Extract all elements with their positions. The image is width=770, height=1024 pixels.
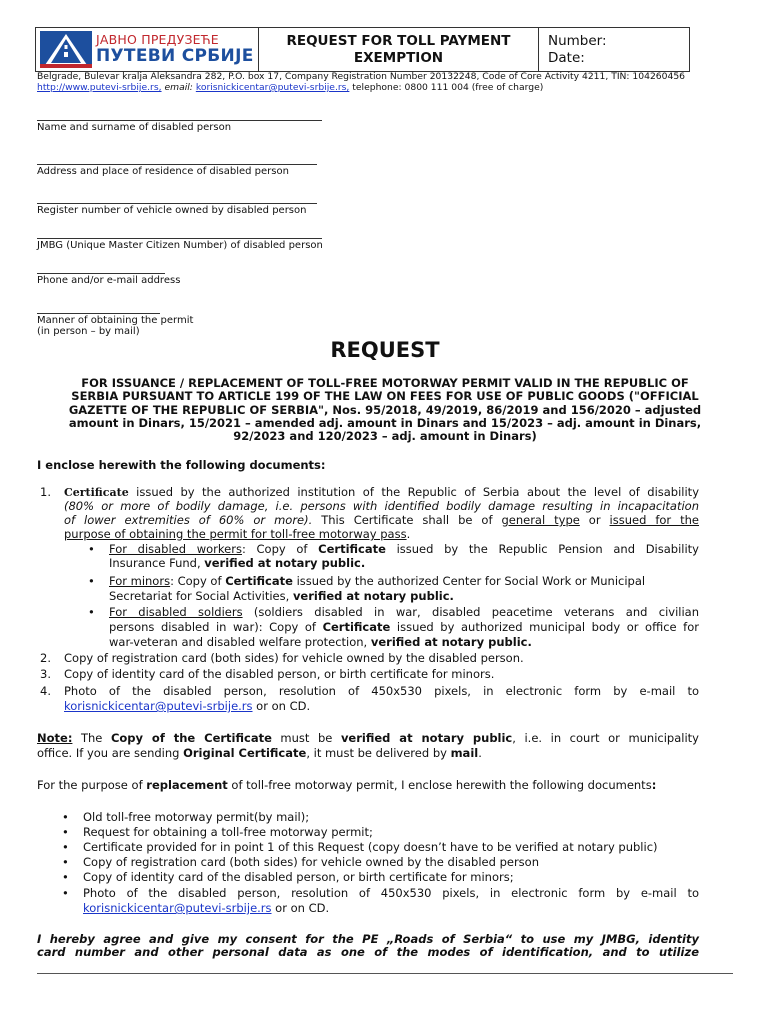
manner-field-line[interactable] bbox=[37, 313, 160, 314]
sub-item-text: war-veteran and disabled welfare protection, bbox=[109, 635, 371, 649]
bullet-icon: • bbox=[62, 810, 69, 824]
logo-text-line1: ЈАВНО ПРЕДУЗЕЋЕ bbox=[96, 32, 219, 47]
bullet-icon: • bbox=[62, 855, 69, 869]
note-text: office. If you are sending bbox=[37, 746, 184, 760]
note-bold: mail bbox=[450, 746, 479, 760]
sub-item-minors-line1 bbox=[109, 574, 645, 589]
replacement-item: Copy of registration card (both sides) for vehicle owned by the disabled person bbox=[83, 855, 540, 869]
replacement-intro bbox=[37, 778, 656, 793]
form-title-cell bbox=[259, 28, 539, 71]
item-1-italic: (80% or more of bodily damage, i.e. persons with identified bodily damage resulting in incapacitation bbox=[64, 499, 699, 513]
note-text: , it must be delivered by bbox=[306, 746, 451, 760]
sub-item-text: Insurance Fund, bbox=[109, 556, 205, 570]
item-number: 2. bbox=[40, 651, 51, 665]
sub-item-minors-line2 bbox=[109, 589, 454, 604]
replacement-item: Request for obtaining a toll-free motorway permit; bbox=[83, 825, 373, 839]
number-date-cell bbox=[540, 28, 689, 71]
subtitle-line: FOR ISSUANCE / REPLACEMENT OF TOLL-FREE MOTORWAY PERMIT VALID IN THE REPUBLIC OF bbox=[81, 376, 689, 390]
website-link[interactable]: http://www.putevi-srbije.rs, bbox=[37, 82, 162, 93]
company-address: Belgrade, Bulevar kralja Aleksandra 282, P.O. box 17, Company Registration Number 20132248, Code of Core Activity 4211, TIN: 104260456 bbox=[37, 71, 686, 82]
bullet-icon: • bbox=[62, 840, 69, 854]
sub-item-soldiers-line3 bbox=[109, 635, 532, 650]
item-number: 1. bbox=[40, 485, 51, 499]
item-number: 3. bbox=[40, 667, 51, 681]
note-line2 bbox=[37, 746, 482, 761]
note-text: The bbox=[72, 731, 111, 745]
item-1-text: This Certificate shall be of bbox=[312, 513, 502, 527]
replacement-item: Old toll-free motorway permit(by mail); bbox=[83, 810, 310, 824]
sub-item-text: : Copy of bbox=[241, 542, 319, 556]
item-1-text: . bbox=[406, 527, 411, 541]
sub-item-bold: verified at notary public. bbox=[370, 635, 532, 649]
subtitle-line: GAZETTE OF THE REPUBLIC OF SERBIA", Nos. 95/2018, 49/2019, 86/2019 and 156/2020 – adjusted bbox=[68, 402, 702, 417]
subtitle-line: amount in Dinars, 15/2021 – amended adj. amount in Dinars and 15/2023 – adj. amount in Dinars, bbox=[68, 415, 702, 430]
logo-cell bbox=[36, 28, 259, 71]
sub-item-text: issued by the authorized Center for Social Work or Municipal bbox=[292, 574, 646, 588]
manner-field-label: Manner of obtaining the permit bbox=[37, 315, 194, 326]
item-1-text: or bbox=[579, 513, 610, 527]
sub-item-heading: For disabled workers bbox=[109, 542, 242, 556]
note-label: Note: bbox=[37, 731, 73, 745]
phone-field-line[interactable] bbox=[37, 273, 165, 274]
header-table bbox=[35, 27, 690, 72]
request-subtitle bbox=[40, 377, 730, 443]
note-line1 bbox=[37, 731, 699, 746]
consent-line2: card number and other personal data as one of the modes of identification, and to utilize bbox=[37, 945, 699, 959]
subtitle-line: SERBIA PURSUANT TO ARTICLE 199 OF THE LAW ON FEES FOR USE OF PUBLIC GOODS ("OFFICIAL bbox=[71, 389, 699, 404]
form-title-line1: REQUEST FOR TOLL PAYMENT bbox=[286, 33, 511, 49]
note-text: must be bbox=[271, 731, 341, 745]
sub-item-text: (soldiers disabled in war, disabled peacetime veterans and civilian bbox=[242, 605, 699, 619]
item-1-line3 bbox=[64, 513, 699, 528]
item-1-underline: purpose of obtaining the permit for toll-free motorway pass bbox=[64, 527, 407, 541]
page-bottom-rule bbox=[37, 973, 733, 974]
note-bold: Copy of the Certificate bbox=[110, 731, 272, 745]
jmbg-field-label: JMBG (Unique Master Citizen Number) of disabled person bbox=[37, 240, 323, 251]
sub-item-text: issued by the Republic Pension and Disability bbox=[385, 542, 699, 556]
email-link[interactable]: korisnickicentar@putevi-srbije.rs, bbox=[195, 82, 350, 93]
address-field-label: Address and place of residence of disabled person bbox=[37, 166, 289, 177]
sub-item-bold: verified at notary public. bbox=[292, 589, 454, 603]
bullet-icon: • bbox=[62, 870, 69, 884]
manner-field-hint: (in person – by mail) bbox=[37, 326, 140, 337]
number-label: Number: bbox=[548, 33, 607, 49]
vehicle-field-line[interactable] bbox=[37, 203, 317, 204]
email-link[interactable]: korisnickicentar@putevi-srbije.rs bbox=[64, 699, 253, 713]
phone-field-label: Phone and/or e-mail address bbox=[37, 275, 181, 286]
note-text: , i.e. in court or municipality bbox=[512, 731, 699, 745]
name-field-label: Name and surname of disabled person bbox=[37, 122, 232, 133]
consent-line1: I hereby agree and give my consent for the PE „Roads of Serbia“ to use my JMBG, identity bbox=[37, 932, 699, 946]
roads-of-serbia-logo-icon bbox=[40, 31, 92, 68]
replacement-text: of toll-free motorway permit, I enclose herewith the following documents bbox=[227, 778, 652, 792]
replacement-item-photo-line2 bbox=[83, 901, 329, 916]
sub-item-bold: Certificate bbox=[225, 574, 293, 588]
sub-item-workers-line2 bbox=[109, 556, 365, 571]
sub-item-heading: For minors bbox=[109, 574, 171, 588]
sub-item-bold: verified at notary public. bbox=[204, 556, 366, 570]
sub-item-text: Secretariat for Social Activities, bbox=[109, 589, 293, 603]
email-link[interactable]: korisnickicentar@putevi-srbije.rs bbox=[83, 901, 272, 915]
bullet-icon: • bbox=[62, 825, 69, 839]
sub-item-soldiers-line1 bbox=[109, 605, 699, 620]
replacement-item: Certificate provided for in point 1 of this Request (copy doesn’t have to be verified at notary public) bbox=[83, 840, 658, 854]
item-1-text: issued by the authorized institution of the Republic of Serbia about the level of disability bbox=[128, 485, 699, 499]
vehicle-field-label: Register number of vehicle owned by disabled person bbox=[37, 205, 307, 216]
item-4-line2 bbox=[64, 699, 310, 714]
contact-line bbox=[37, 82, 543, 93]
item-1-line4 bbox=[64, 527, 410, 542]
note-bold: Original Certificate bbox=[183, 746, 307, 760]
sub-item-text: issued by authorized municipal body or office for bbox=[390, 620, 699, 634]
date-label: Date: bbox=[548, 50, 585, 66]
sub-item-text: : Copy of bbox=[170, 574, 226, 588]
email-label: email: bbox=[164, 82, 193, 93]
name-field-line[interactable] bbox=[37, 120, 322, 121]
sub-item-bold: Certificate bbox=[322, 620, 391, 634]
item-4-text: or on CD. bbox=[252, 699, 311, 713]
replacement-item-text: or on CD. bbox=[271, 901, 330, 915]
bullet-icon: • bbox=[88, 542, 95, 556]
item-1-underline: general type bbox=[501, 513, 580, 527]
note-text: . bbox=[478, 746, 482, 760]
address-field-line[interactable] bbox=[37, 164, 317, 165]
form-title-line2: EXEMPTION bbox=[353, 50, 444, 66]
item-1-underline: issued for the bbox=[609, 513, 700, 527]
note-bold: verified at notary public bbox=[340, 731, 513, 745]
replacement-bold: replacement bbox=[146, 778, 228, 792]
sub-item-soldiers-line2 bbox=[109, 620, 699, 635]
logo-text-line2: ПУТЕВИ СРБИЈЕ bbox=[96, 46, 254, 66]
enclose-heading: I enclose herewith the following documents: bbox=[37, 458, 326, 472]
sub-item-text: persons disabled in war): Copy of bbox=[109, 620, 323, 634]
replacement-bold: : bbox=[651, 778, 657, 792]
bullet-icon: • bbox=[62, 886, 69, 900]
replacement-text: For the purpose of bbox=[37, 778, 147, 792]
item-1-line2 bbox=[64, 499, 699, 514]
replacement-item-photo-line1: Photo of the disabled person, resolution of 450x530 pixels, in electronic form by e-mail to bbox=[83, 886, 699, 900]
jmbg-field-line[interactable] bbox=[37, 238, 322, 239]
sub-item-heading: For disabled soldiers bbox=[109, 605, 243, 619]
bullet-icon: • bbox=[88, 605, 95, 619]
subtitle-line: 92/2023 and 120/2023 – adj. amount in Dinars) bbox=[233, 429, 537, 444]
certificate-word: Certificate bbox=[64, 486, 129, 499]
sub-item-bold: Certificate bbox=[318, 542, 386, 556]
item-2: Copy of registration card (both sides) for vehicle owned by the disabled person. bbox=[64, 651, 524, 665]
item-number: 4. bbox=[40, 684, 51, 698]
sub-item-workers-line1 bbox=[109, 542, 699, 557]
item-4-line1: Photo of the disabled person, resolution of 450x530 pixels, in electronic form by e-mail to bbox=[64, 684, 699, 698]
replacement-item: Copy of identity card of the disabled person, or birth certificate for minors; bbox=[83, 870, 514, 884]
bullet-icon: • bbox=[88, 574, 95, 588]
item-1-italic: of lower extremities of 60% or more). bbox=[64, 513, 313, 527]
request-title: REQUEST bbox=[330, 338, 440, 362]
phone-text: telephone: 0800 111 004 (free of charge) bbox=[352, 82, 544, 93]
item-3: Copy of identity card of the disabled person, or birth certificate for minors. bbox=[64, 667, 495, 681]
